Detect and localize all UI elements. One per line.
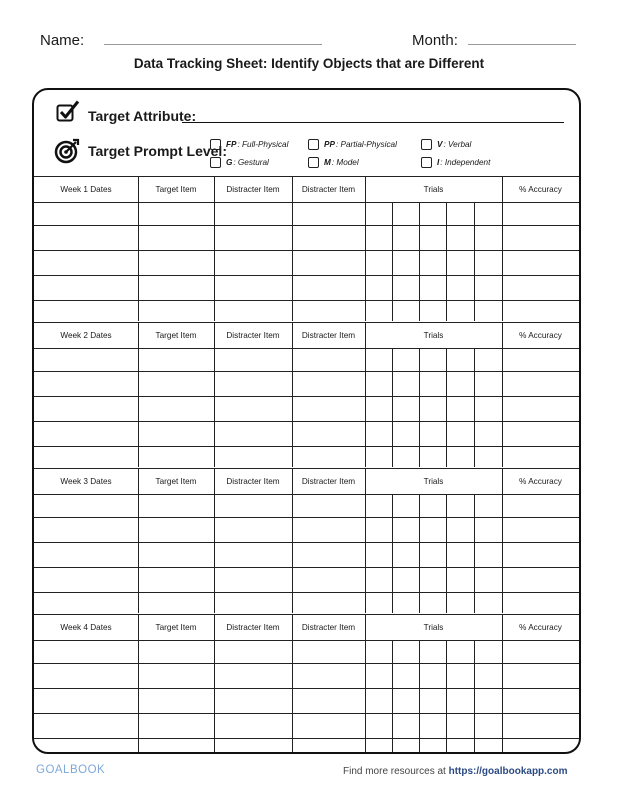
table-cell[interactable]	[292, 396, 365, 421]
table-cell[interactable]	[446, 446, 474, 467]
table-cell[interactable]	[214, 663, 292, 688]
checkbox[interactable]	[308, 157, 319, 168]
table-cell[interactable]	[419, 225, 446, 250]
table-cell[interactable]	[474, 446, 502, 467]
checkbox[interactable]	[308, 139, 319, 150]
table-cell[interactable]	[214, 250, 292, 275]
table-cell[interactable]	[392, 421, 419, 446]
prompt-option-independent[interactable]: I : Independent	[421, 157, 490, 168]
table-cell[interactable]	[502, 592, 579, 613]
table-cell[interactable]	[392, 202, 419, 225]
accuracy-header: % Accuracy	[519, 184, 562, 194]
table-cell[interactable]	[214, 738, 292, 754]
table-cell[interactable]	[446, 348, 474, 371]
table-cell[interactable]	[392, 592, 419, 613]
table-cell[interactable]	[214, 542, 292, 567]
target-item-header: Target Item	[155, 184, 197, 194]
table-cell[interactable]	[502, 300, 579, 321]
table-cell[interactable]	[474, 640, 502, 663]
table-cell[interactable]	[392, 250, 419, 275]
table-cell[interactable]	[292, 300, 365, 321]
row-divider	[34, 468, 579, 469]
target-attribute-label: Target Attribute:	[88, 108, 197, 124]
table-cell[interactable]	[446, 640, 474, 663]
trials-header: Trials	[423, 184, 444, 194]
table-cell[interactable]	[292, 663, 365, 688]
table-cell[interactable]	[502, 567, 579, 592]
table-cell[interactable]	[34, 738, 138, 754]
target-arrow-icon	[54, 138, 80, 164]
table-cell[interactable]	[474, 396, 502, 421]
table-cell[interactable]	[34, 225, 138, 250]
table-cell[interactable]	[502, 396, 579, 421]
table-cell[interactable]	[419, 494, 446, 517]
trials-header: Trials	[423, 476, 444, 486]
month-label: Month:	[412, 32, 458, 49]
table-cell[interactable]	[419, 300, 446, 321]
table-cell[interactable]	[365, 446, 392, 467]
week-dates-header: Week 2 Dates	[60, 330, 112, 340]
table-cell[interactable]	[214, 348, 292, 371]
table-cell[interactable]	[138, 300, 214, 321]
table-cell[interactable]	[502, 421, 579, 446]
table-cell[interactable]	[474, 517, 502, 542]
table-cell[interactable]	[34, 202, 138, 225]
table-cell[interactable]	[365, 542, 392, 567]
table-cell[interactable]	[138, 517, 214, 542]
prompt-option-verbal[interactable]: V : Verbal	[421, 139, 471, 150]
table-cell[interactable]	[419, 446, 446, 467]
table-cell[interactable]	[214, 300, 292, 321]
table-cell[interactable]	[34, 567, 138, 592]
table-cell[interactable]	[34, 688, 138, 713]
table-cell[interactable]	[446, 542, 474, 567]
table-cell[interactable]	[34, 494, 138, 517]
table-cell[interactable]	[446, 738, 474, 754]
table-cell[interactable]	[214, 421, 292, 446]
table-cell[interactable]	[474, 688, 502, 713]
table-cell[interactable]	[419, 517, 446, 542]
table-cell[interactable]	[138, 592, 214, 613]
table-cell[interactable]	[502, 250, 579, 275]
row-divider	[34, 176, 579, 177]
table-cell[interactable]	[419, 713, 446, 738]
table-cell[interactable]	[292, 421, 365, 446]
table-cell[interactable]	[419, 371, 446, 396]
table-cell[interactable]	[446, 663, 474, 688]
table-cell[interactable]	[138, 396, 214, 421]
table-cell[interactable]	[34, 542, 138, 567]
table-cell[interactable]	[138, 713, 214, 738]
table-cell[interactable]	[292, 202, 365, 225]
table-cell[interactable]	[419, 688, 446, 713]
table-cell[interactable]	[292, 567, 365, 592]
table-cell[interactable]	[34, 300, 138, 321]
table-cell[interactable]	[474, 567, 502, 592]
table-cell[interactable]	[502, 663, 579, 688]
table-cell[interactable]	[419, 640, 446, 663]
table-cell[interactable]	[365, 250, 392, 275]
table-cell[interactable]	[292, 225, 365, 250]
table-cell[interactable]	[502, 738, 579, 754]
table-cell[interactable]	[392, 300, 419, 321]
table-cell[interactable]	[446, 688, 474, 713]
week-dates-header: Week 1 Dates	[60, 184, 112, 194]
checkbox[interactable]	[421, 157, 432, 168]
accuracy-header: % Accuracy	[519, 622, 562, 632]
table-cell[interactable]	[446, 396, 474, 421]
target-prompt-label: Target Prompt Level:	[88, 143, 227, 159]
table-cell[interactable]	[392, 640, 419, 663]
table-cell[interactable]	[138, 663, 214, 688]
accuracy-header: % Accuracy	[519, 476, 562, 486]
table-cell[interactable]	[34, 250, 138, 275]
table-cell[interactable]	[392, 348, 419, 371]
table-cell[interactable]	[365, 202, 392, 225]
table-cell[interactable]	[214, 202, 292, 225]
table-cell[interactable]	[292, 250, 365, 275]
table-cell[interactable]	[419, 348, 446, 371]
distracter-item-header: Distracter Item	[226, 184, 280, 194]
table-cell[interactable]	[446, 494, 474, 517]
target-item-header: Target Item	[155, 476, 197, 486]
table-cell[interactable]	[419, 275, 446, 300]
table-cell[interactable]	[214, 396, 292, 421]
table-cell[interactable]	[34, 446, 138, 467]
table-cell[interactable]	[474, 300, 502, 321]
table-cell[interactable]	[446, 300, 474, 321]
table-cell[interactable]	[138, 225, 214, 250]
table-cell[interactable]	[292, 348, 365, 371]
table-cell[interactable]	[292, 446, 365, 467]
footer-link[interactable]: https://goalbookapp.com	[448, 766, 568, 777]
table-cell[interactable]	[502, 688, 579, 713]
table-cell[interactable]	[292, 640, 365, 663]
table-cell[interactable]	[365, 517, 392, 542]
table-cell[interactable]	[138, 202, 214, 225]
table-cell[interactable]	[365, 300, 392, 321]
week-dates-header: Week 4 Dates	[60, 622, 112, 632]
prompt-option-gestural[interactable]: G : Gestural	[210, 157, 269, 168]
table-cell[interactable]	[474, 542, 502, 567]
distracter-item-header: Distracter Item	[301, 330, 356, 340]
table-cell[interactable]	[419, 421, 446, 446]
trials-header: Trials	[423, 330, 444, 340]
table-cell[interactable]	[502, 713, 579, 738]
distracter-item-header: Distracter Item	[301, 622, 356, 632]
table-cell[interactable]	[446, 371, 474, 396]
table-cell[interactable]	[138, 688, 214, 713]
table-cell[interactable]	[392, 396, 419, 421]
table-cell[interactable]	[419, 396, 446, 421]
distracter-item-header: Distracter Item	[226, 476, 280, 486]
table-cell[interactable]	[474, 225, 502, 250]
table-cell[interactable]	[214, 688, 292, 713]
table-cell[interactable]	[34, 517, 138, 542]
distracter-item-header: Distracter Item	[301, 184, 356, 194]
table-cell[interactable]	[365, 371, 392, 396]
table-cell[interactable]	[392, 542, 419, 567]
checkbox-check-icon	[56, 100, 80, 122]
table-cell[interactable]	[474, 713, 502, 738]
table-cell[interactable]	[138, 494, 214, 517]
table-cell[interactable]	[34, 640, 138, 663]
table-cell[interactable]	[214, 494, 292, 517]
table-cell[interactable]	[474, 202, 502, 225]
table-cell[interactable]	[138, 567, 214, 592]
row-divider	[34, 614, 579, 615]
table-cell[interactable]	[34, 275, 138, 300]
table-cell[interactable]	[502, 446, 579, 467]
table-cell[interactable]	[292, 542, 365, 567]
table-cell[interactable]	[365, 592, 392, 613]
table-cell[interactable]	[365, 225, 392, 250]
prompt-option-partial-physical[interactable]: PP : Partial-Physical	[308, 139, 397, 150]
table-cell[interactable]	[292, 592, 365, 613]
table-cell[interactable]	[365, 567, 392, 592]
table-cell[interactable]	[446, 713, 474, 738]
table-cell[interactable]	[392, 688, 419, 713]
table-cell[interactable]	[292, 738, 365, 754]
table-cell[interactable]	[474, 275, 502, 300]
target-item-header: Target Item	[155, 330, 197, 340]
table-cell[interactable]	[392, 567, 419, 592]
table-cell[interactable]	[502, 348, 579, 371]
table-cell[interactable]	[138, 446, 214, 467]
name-field[interactable]	[104, 44, 322, 45]
table-cell[interactable]	[474, 250, 502, 275]
month-field[interactable]	[468, 44, 576, 45]
table-cell[interactable]	[419, 542, 446, 567]
table-cell[interactable]	[502, 640, 579, 663]
table-cell[interactable]	[474, 348, 502, 371]
prompt-option-full-physical[interactable]: FP : Full-Physical	[210, 139, 288, 150]
table-cell[interactable]	[138, 250, 214, 275]
table-cell[interactable]	[34, 713, 138, 738]
tracking-sheet-frame	[32, 88, 581, 754]
table-cell[interactable]	[474, 371, 502, 396]
table-cell[interactable]	[392, 225, 419, 250]
table-cell[interactable]	[365, 348, 392, 371]
target-item-header: Target Item	[155, 622, 197, 632]
distracter-item-header: Distracter Item	[301, 476, 356, 486]
table-cell[interactable]	[214, 567, 292, 592]
table-cell[interactable]	[419, 663, 446, 688]
table-cell[interactable]	[392, 275, 419, 300]
distracter-item-header: Distracter Item	[226, 622, 280, 632]
table-cell[interactable]	[502, 225, 579, 250]
table-cell[interactable]	[446, 567, 474, 592]
table-cell[interactable]	[446, 592, 474, 613]
distracter-item-header: Distracter Item	[226, 330, 280, 340]
table-cell[interactable]	[502, 275, 579, 300]
table-cell[interactable]	[365, 688, 392, 713]
table-cell[interactable]	[502, 371, 579, 396]
table-cell[interactable]	[214, 592, 292, 613]
table-cell[interactable]	[446, 202, 474, 225]
table-cell[interactable]	[474, 592, 502, 613]
table-cell[interactable]	[446, 225, 474, 250]
week-dates-header: Week 3 Dates	[60, 476, 112, 486]
table-cell[interactable]	[392, 713, 419, 738]
checkbox[interactable]	[210, 157, 221, 168]
table-cell[interactable]	[474, 738, 502, 754]
table-cell[interactable]	[138, 640, 214, 663]
prompt-option-model[interactable]: M : Model	[308, 157, 359, 168]
footer-text: Find more resources at https://goalbookapp.com	[343, 766, 568, 777]
table-cell[interactable]	[474, 421, 502, 446]
table-cell[interactable]	[292, 275, 365, 300]
table-cell[interactable]	[392, 517, 419, 542]
table-cell[interactable]	[34, 396, 138, 421]
table-cell[interactable]	[502, 542, 579, 567]
accuracy-header: % Accuracy	[519, 330, 562, 340]
table-cell[interactable]	[365, 494, 392, 517]
table-cell[interactable]	[292, 688, 365, 713]
table-cell[interactable]	[392, 738, 419, 754]
table-cell[interactable]	[214, 275, 292, 300]
table-cell[interactable]	[365, 738, 392, 754]
table-cell[interactable]	[138, 275, 214, 300]
table-cell[interactable]	[214, 446, 292, 467]
table-cell[interactable]	[292, 494, 365, 517]
table-cell[interactable]	[446, 517, 474, 542]
table-cell[interactable]	[392, 663, 419, 688]
table-cell[interactable]	[474, 663, 502, 688]
table-cell[interactable]	[502, 494, 579, 517]
table-cell[interactable]	[365, 640, 392, 663]
table-cell[interactable]	[138, 371, 214, 396]
table-cell[interactable]	[419, 592, 446, 613]
trials-header: Trials	[423, 622, 444, 632]
table-cell[interactable]	[419, 202, 446, 225]
table-cell[interactable]	[419, 738, 446, 754]
table-cell[interactable]	[214, 640, 292, 663]
table-cell[interactable]	[365, 421, 392, 446]
table-cell[interactable]	[34, 421, 138, 446]
checkbox[interactable]	[210, 139, 221, 150]
table-cell[interactable]	[138, 421, 214, 446]
name-label: Name:	[40, 32, 85, 49]
table-cell[interactable]	[292, 517, 365, 542]
table-cell[interactable]	[292, 371, 365, 396]
table-cell[interactable]	[446, 250, 474, 275]
table-cell[interactable]	[502, 202, 579, 225]
table-cell[interactable]	[34, 371, 138, 396]
table-cell[interactable]	[392, 494, 419, 517]
table-cell[interactable]	[502, 517, 579, 542]
table-cell[interactable]	[34, 348, 138, 371]
target-attribute-field[interactable]	[182, 122, 564, 123]
table-cell[interactable]	[419, 250, 446, 275]
table-cell[interactable]	[446, 421, 474, 446]
table-cell[interactable]	[214, 371, 292, 396]
table-cell[interactable]	[365, 713, 392, 738]
table-cell[interactable]	[138, 542, 214, 567]
page-title: Data Tracking Sheet: Identify Objects that are Different	[133, 56, 485, 71]
table-cell[interactable]	[292, 713, 365, 738]
table-cell[interactable]	[365, 275, 392, 300]
table-cell[interactable]	[214, 517, 292, 542]
table-cell[interactable]	[419, 567, 446, 592]
table-cell[interactable]	[365, 663, 392, 688]
table-cell[interactable]	[214, 225, 292, 250]
table-cell[interactable]	[34, 592, 138, 613]
table-cell[interactable]	[34, 663, 138, 688]
table-cell[interactable]	[392, 446, 419, 467]
table-cell[interactable]	[138, 738, 214, 754]
table-cell[interactable]	[365, 396, 392, 421]
row-divider	[34, 322, 579, 323]
table-cell[interactable]	[474, 494, 502, 517]
table-cell[interactable]	[392, 371, 419, 396]
table-cell[interactable]	[214, 713, 292, 738]
checkbox[interactable]	[421, 139, 432, 150]
table-cell[interactable]	[446, 275, 474, 300]
table-cell[interactable]	[138, 348, 214, 371]
goalbook-logo: GOALBOOK	[36, 764, 106, 776]
